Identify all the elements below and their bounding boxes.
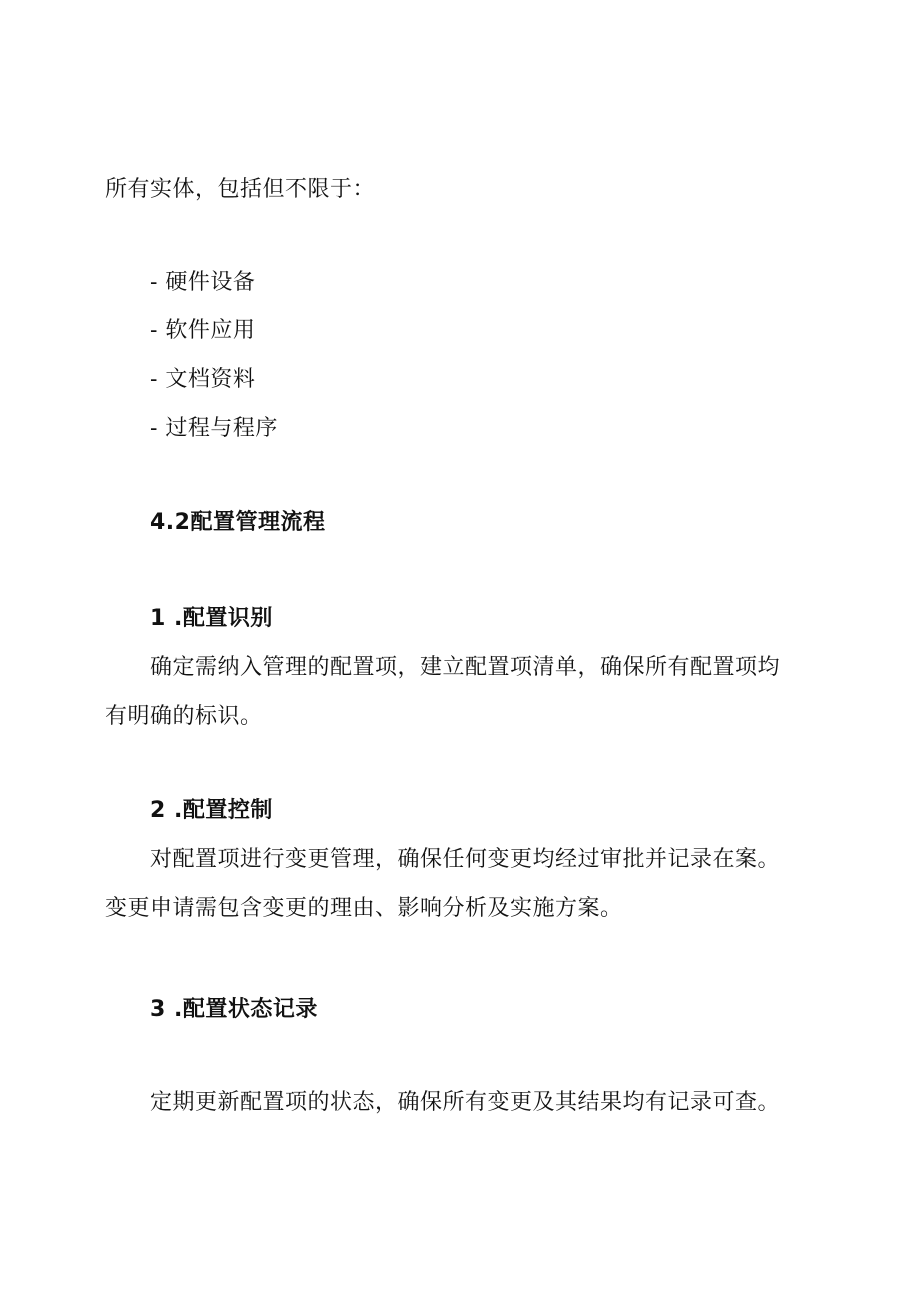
section-title: 4.2配置管理流程 — [150, 510, 326, 535]
step-1-body-line-2: 有明确的标识。 — [105, 704, 263, 729]
list-item-processes: - 过程与程序 — [150, 416, 278, 441]
step-2-body-line-2: 变更申请需包含变更的理由、影响分析及实施方案。 — [105, 896, 623, 921]
step-3-heading: 3 .配置状态记录 — [150, 997, 318, 1022]
step-1-body-line-1: 确定需纳入管理的配置项，建立配置项清单，确保所有配置项均 — [150, 655, 781, 680]
list-item-hardware: - 硬件设备 — [150, 270, 256, 295]
intro-text: 所有实体，包括但不限于： — [105, 177, 376, 202]
step-2-heading: 2 .配置控制 — [150, 798, 273, 823]
step-3-body-line-1: 定期更新配置项的状态，确保所有变更及其结果均有记录可查。 — [150, 1090, 781, 1115]
step-2-body-line-1: 对配置项进行变更管理，确保任何变更均经过审批并记录在案。 — [150, 847, 781, 872]
list-item-documents: - 文档资料 — [150, 367, 256, 392]
step-1-heading: 1 .配置识别 — [150, 606, 273, 631]
list-item-software: - 软件应用 — [150, 318, 256, 343]
